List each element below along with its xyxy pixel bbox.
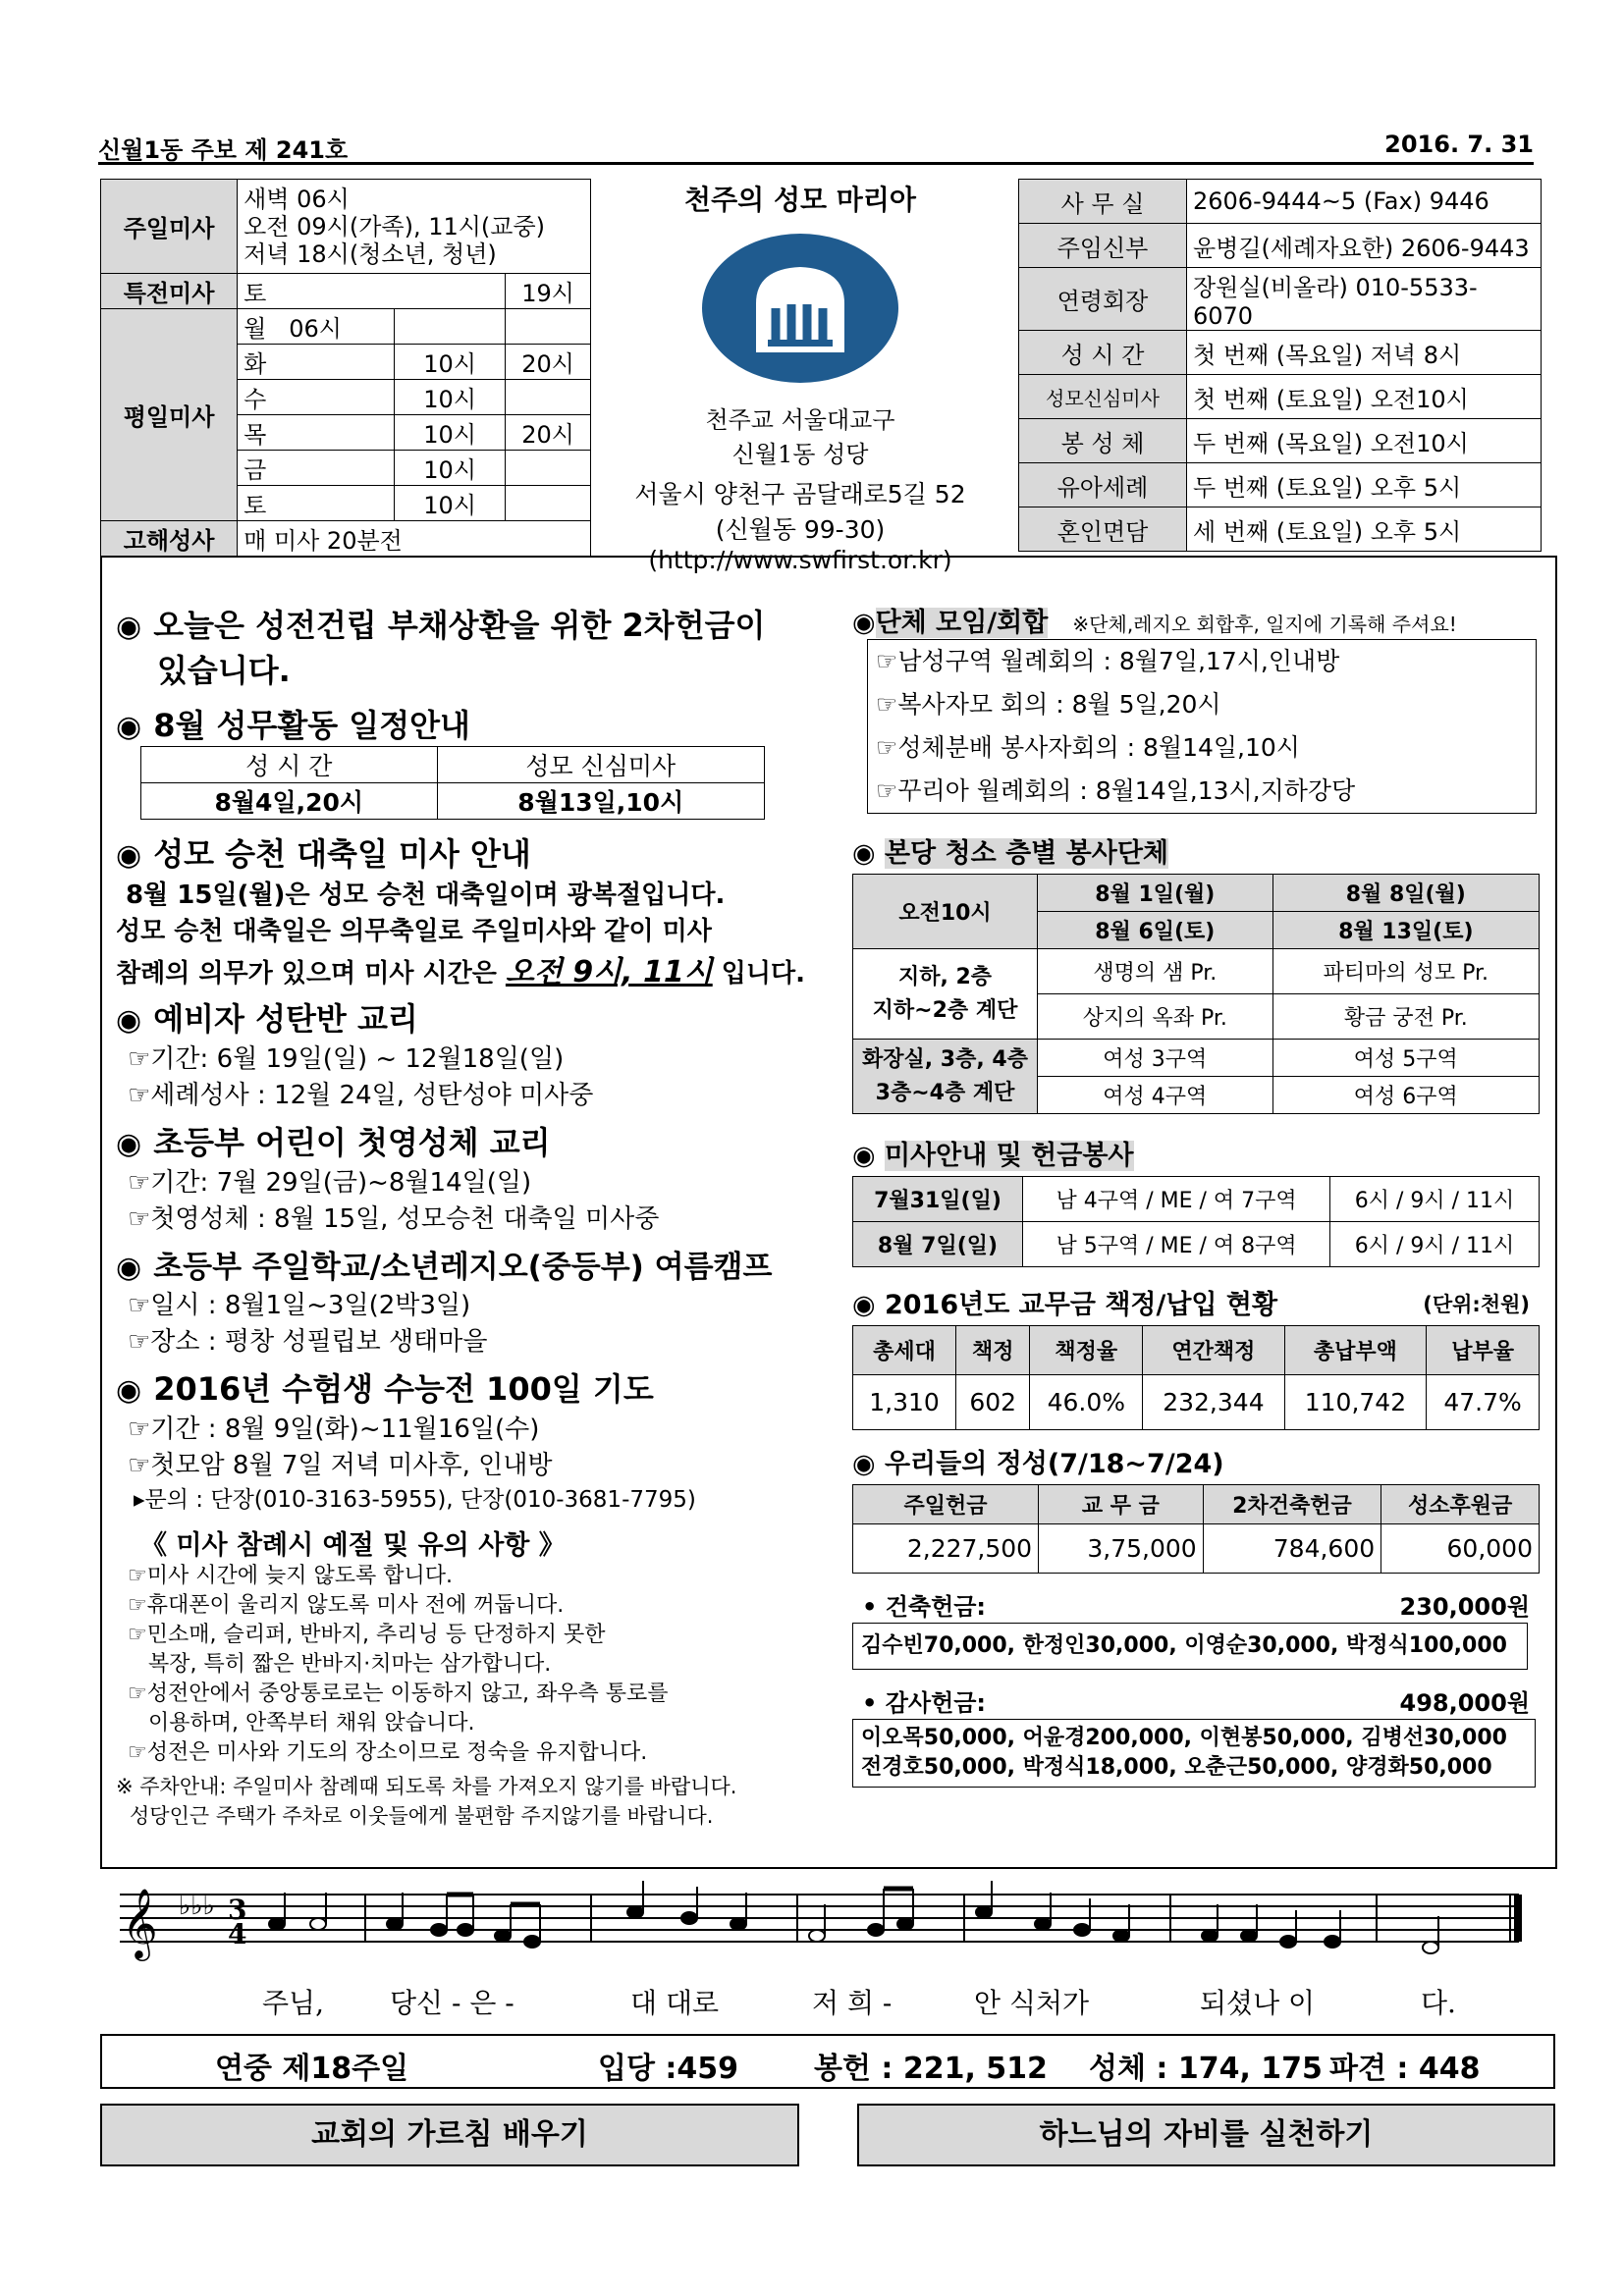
- communion-hymn: 성체 : 174, 175: [1089, 2052, 1323, 2086]
- bulletin-header: [98, 131, 1534, 165]
- info-line: ☞첫모암 8월 7일 저녁 미사후, 인내방: [128, 1451, 553, 1480]
- music-staff-icon: [100, 1865, 1553, 1978]
- cleaning-date: 8월 8일(월): [1272, 875, 1539, 912]
- contact-value: 두 번째 (목요일) 오전10시: [1187, 419, 1542, 463]
- section-note: ※단체,레지오 회합후, 일지에 기록해 주셔요!: [1072, 613, 1457, 636]
- cleaning-date: 8월 6일(토): [1038, 912, 1273, 949]
- section-title: 오늘은 성전건립 부채상환을 위한 2차헌금이: [153, 607, 766, 644]
- offertory-hymn: 봉헌 : 221, 512: [814, 2052, 1048, 2086]
- etiquette-item: ☞성전안에서 중앙통로로는 이동하지 않고, 좌우측 통로를: [128, 1682, 669, 1706]
- hymn-staff: [100, 1865, 1553, 2027]
- cleaning-group: 여성 6구역: [1272, 1077, 1539, 1114]
- assumption-line: [116, 947, 805, 990]
- cleaning-group: 여성 4구역: [1038, 1077, 1273, 1114]
- church-address: 서울시 양천구 곰달래로5길 52: [634, 480, 966, 508]
- offering-groups: 남 5구역 / ME / 여 8구역: [1023, 1222, 1330, 1267]
- offering-times: 6시 / 9시 / 11시: [1330, 1177, 1540, 1222]
- dues-value: 47.7%: [1427, 1375, 1540, 1430]
- contact-value: 윤병길(세례자요한) 2606-9443: [1187, 224, 1542, 268]
- section-title: 우리들의 정성(7/18~7/24): [884, 1449, 1224, 1479]
- teaching-box: 교회의 가르침 배우기: [100, 2104, 799, 2166]
- cleaning-group: 여성 5구역: [1272, 1040, 1539, 1077]
- mass-offering-table: [852, 1176, 1540, 1267]
- section-august-schedule: ◉ 8월 성무활동 일정안내: [116, 707, 470, 744]
- text: 입니다.: [712, 959, 805, 988]
- etiquette-item: ☞성전은 미사와 기도의 장소이므로 정숙을 유지합니다.: [128, 1740, 648, 1765]
- dues-table: [852, 1325, 1540, 1430]
- weekday: 월: [244, 315, 267, 343]
- lyric: 저 희 -: [812, 1987, 893, 2019]
- etiquette-item: ☞민소매, 슬리퍼, 반바지, 추리닝 등 단정하지 못한: [128, 1623, 606, 1647]
- section-title: 초등부 주일학교/소년레지오(중등부) 여름캠프: [153, 1250, 773, 1285]
- schedule-value: 8월13일,10시: [437, 783, 764, 820]
- hymn-lyrics: [100, 1982, 1553, 2021]
- section-dues: ◉ 2016년도 교무금 책정/납입 현황 (단위:천원): [852, 1290, 1530, 1320]
- offering-value: 3,75,000: [1039, 1524, 1204, 1574]
- building-fund-row: [852, 1587, 1540, 1619]
- section-meetings: ◉단체 모임/회합 ※단체,레지오 회합후, 일지에 기록해 주셔요!: [852, 608, 1457, 638]
- offering-value: 60,000: [1381, 1524, 1540, 1574]
- text: 참례의 의무가 있으며 미사 시간은: [116, 959, 506, 988]
- thanks-offering-line: 이오목50,000, 어윤경200,000, 이현봉50,000, 김병선30,000: [861, 1726, 1507, 1750]
- weekday-mass-label: 평일미사: [101, 309, 238, 521]
- dues-value: 1,310: [853, 1375, 956, 1430]
- cleaning-group: 생명의 샘 Pr.: [1038, 949, 1273, 994]
- weekday-time: 10시: [395, 345, 506, 380]
- contact-value: 장원실(비올라) 010-5533-6070: [1187, 268, 1542, 331]
- weekday-time: [506, 380, 591, 415]
- dues-header: 책정: [956, 1326, 1030, 1375]
- section-mass-offering: ◉ 미사안내 및 헌금봉사: [852, 1141, 1134, 1171]
- weekday-time: 10시: [395, 451, 506, 486]
- cleaning-time: 오전10시: [853, 875, 1038, 949]
- etiquette-item: ☞휴대폰이 울리지 않도록 미사 전에 꺼둡니다.: [128, 1593, 565, 1618]
- section-title: 8월 성무활동 일정안내: [153, 707, 470, 744]
- section-title: 단체 모임/회합: [875, 608, 1049, 638]
- section-first-communion: ◉ 초등부 어린이 첫영성체 교리: [116, 1124, 551, 1161]
- special-day: 토: [238, 274, 506, 309]
- thanks-offering-label: • 감사헌금:: [862, 1689, 987, 1717]
- contact-value: 첫 번째 (토요일) 오전10시: [1187, 375, 1542, 419]
- schedule-header: 성 시 간: [141, 747, 438, 783]
- cleaning-group: 파티마의 성모 Pr.: [1272, 949, 1539, 994]
- mass-schedule-table: [100, 179, 591, 557]
- cleaning-location: 3층~4층 계단: [875, 1080, 1015, 1105]
- meeting-item: ☞꾸리아 월례회의 : 8월14일,13시,지하강당: [876, 776, 1356, 805]
- building-fund-total: 230,000원: [1399, 1593, 1530, 1621]
- unit-label: (단위:천원): [1423, 1293, 1530, 1316]
- svg-text:𝄞: 𝄞: [122, 1887, 158, 1958]
- august-schedule-table: [140, 746, 765, 820]
- section-summer-camp: ◉ 초등부 주일학교/소년레지오(중등부) 여름캠프: [116, 1250, 773, 1285]
- section-assumption: ◉ 성모 승천 대축일 미사 안내: [116, 835, 531, 873]
- offering-value: 784,600: [1203, 1524, 1380, 1574]
- schedule-value: 8월4일,20시: [141, 783, 438, 820]
- cleaning-location: 화장실, 3층, 4층: [862, 1046, 1028, 1072]
- etiquette-item: ☞미사 시간에 늦지 않도록 합니다.: [128, 1564, 453, 1588]
- weekday-time: 10시: [395, 415, 506, 451]
- logo-text: 신월1동 성당: [731, 441, 869, 468]
- cleaning-location: 지하, 2층: [897, 964, 993, 989]
- dues-header: 책정율: [1030, 1326, 1143, 1375]
- section-2nd-collection: ◉ 오늘은 성전건립 부채상환을 위한 2차헌금이: [116, 607, 766, 644]
- right-column: [852, 601, 1540, 1788]
- assumption-line: 성모 승천 대축일은 의무축일로 주일미사와 같이 미사: [116, 917, 712, 946]
- dues-header: 납부율: [1427, 1326, 1540, 1375]
- cleaning-group: 상지의 옥좌 Pr.: [1038, 994, 1273, 1040]
- weekday: 금: [238, 451, 395, 486]
- offering-value: 2,227,500: [853, 1524, 1039, 1574]
- info-line: ☞첫영성체 : 8월 15일, 성모승천 대축일 미사중: [128, 1204, 660, 1234]
- cleaning-date: 8월 1일(월): [1038, 875, 1273, 912]
- section-title: 성모 승천 대축일 미사 안내: [153, 835, 531, 873]
- offering-date: 7월31일(일): [853, 1177, 1023, 1222]
- bulletin-issue: 신월1동 주보 제 241호: [98, 136, 349, 164]
- weekday-time: 10시: [395, 380, 506, 415]
- info-line: ▸문의 : 단장(010-3163-5955), 단장(010-3681-7795): [134, 1487, 696, 1513]
- section-title: 본당 청소 층별 봉사단체: [884, 838, 1168, 869]
- bulletin-date: 2016. 7. 31: [1384, 131, 1534, 158]
- contact-value: 2606-9444~5 (Fax) 9446: [1187, 180, 1542, 224]
- cleaning-group: 황금 궁전 Pr.: [1272, 994, 1539, 1040]
- church-title: 천주의 성모 마리아: [684, 184, 916, 216]
- thanks-offering-total: 498,000원: [1399, 1689, 1530, 1717]
- svg-text:♭♭♭: ♭♭♭: [179, 1892, 215, 1921]
- info-line: ☞기간: 7월 29일(금)~8월14일(일): [128, 1168, 532, 1198]
- confession-value: 매 미사 20분전: [238, 521, 591, 557]
- offering-times: 6시 / 9시 / 11시: [1330, 1222, 1540, 1267]
- special-time: 19시: [506, 274, 591, 309]
- thanks-offering-row: [852, 1683, 1540, 1715]
- info-line: ☞장소 : 평창 성필립보 생태마을: [128, 1327, 488, 1357]
- sunday-time: 오전 09시(가족), 11시(교중): [244, 212, 546, 240]
- contact-value: 두 번째 (토요일) 오후 5시: [1187, 463, 1542, 507]
- offering-header: 2차건축헌금: [1203, 1485, 1380, 1524]
- church-block: [604, 179, 997, 574]
- entrance-hymn: 입당 :459: [598, 2052, 739, 2086]
- section-title: 초등부 어린이 첫영성체 교리: [153, 1124, 551, 1161]
- contact-label: 성 시 간: [1019, 331, 1187, 375]
- assumption-line: 8월 15일(월)은 성모 승천 대축일이며 광복절입니다.: [126, 881, 726, 910]
- sunday-mass-label: 주일미사: [101, 180, 238, 274]
- weekday-time: 20시: [506, 415, 591, 451]
- time-sig-top: 3: [228, 1894, 247, 1926]
- section-title: 2016년도 교무금 책정/납입 현황: [884, 1290, 1278, 1320]
- offering-header: 성소후원금: [1381, 1485, 1540, 1524]
- meeting-item: ☞남성구역 월례회의 : 8월7일,17시,인내방: [876, 647, 1340, 675]
- etiquette-list: [128, 1562, 793, 1768]
- special-mass-label: 특전미사: [101, 274, 238, 309]
- mercy-box: 하느님의 자비를 실천하기: [857, 2104, 1555, 2166]
- logo-text: 천주교 서울대교구: [705, 406, 895, 434]
- contact-label: 유아세례: [1019, 463, 1187, 507]
- schedule-header: 성모 신심미사: [437, 747, 764, 783]
- contact-value: 세 번째 (토요일) 오후 5시: [1187, 507, 1542, 552]
- info-line: ☞일시 : 8월1일~3일(2박3일): [128, 1291, 471, 1320]
- thanks-offering-line: 전경호50,000, 박정식18,000, 오춘근50,000, 양경화50,000: [861, 1755, 1492, 1780]
- contact-label: 주임신부: [1019, 224, 1187, 268]
- contact-label: 혼인면담: [1019, 507, 1187, 552]
- cleaning-location: 지하~2층 계단: [872, 997, 1018, 1023]
- contact-label: 연령회장: [1019, 268, 1187, 331]
- dues-header: 총세대: [853, 1326, 956, 1375]
- info-line: ☞세례성사 : 12월 24일, 성탄성야 미사중: [128, 1081, 594, 1110]
- time-sig-bottom: 4: [228, 1918, 247, 1950]
- lyric: 되셨나 이: [1200, 1987, 1316, 2019]
- info-line: ☞기간 : 8월 9일(화)~11월16일(수): [128, 1415, 540, 1444]
- weekday: 화: [238, 345, 395, 380]
- confession-label: 고해성사: [101, 521, 238, 557]
- offering-date: 8월 7일(일): [853, 1222, 1023, 1267]
- dues-value: 232,344: [1143, 1375, 1285, 1430]
- weekday: 토: [238, 486, 395, 521]
- lyric: 다.: [1421, 1987, 1456, 2019]
- section-catechumen: ◉ 예비자 성탄반 교리: [116, 1000, 418, 1038]
- offerings-table: [852, 1484, 1540, 1574]
- building-fund-list: 김수빈70,000, 한정인30,000, 이영순30,000, 박정식100,000: [852, 1623, 1528, 1670]
- offering-header: 주일헌금: [853, 1485, 1039, 1524]
- contacts-table: [1018, 179, 1542, 552]
- offering-header: 교 무 금: [1039, 1485, 1204, 1524]
- meeting-item: ☞성체분배 봉사자회의 : 8월14일,10시: [876, 733, 1300, 762]
- info-line: ☞기간: 6월 19일(일) ~ 12월18일(일): [128, 1044, 565, 1074]
- section-cleaning: ◉ 본당 청소 층별 봉사단체: [852, 838, 1168, 869]
- church-address-old: (신월동 99-30): [715, 515, 886, 544]
- thanks-offering-list: [852, 1719, 1536, 1788]
- etiquette-title: 《 미사 참례시 예절 및 유의 사항 》: [140, 1530, 566, 1561]
- section-exam-prayer: ◉ 2016년 수험생 수능전 100일 기도: [116, 1370, 654, 1408]
- weekday-time: [506, 486, 591, 521]
- weekday-time: [506, 309, 591, 345]
- contact-label: 성모신심미사: [1019, 375, 1187, 419]
- weekday-time: [395, 309, 506, 345]
- dues-value: 602: [956, 1375, 1030, 1430]
- meetings-box: [867, 639, 1537, 814]
- section-offerings: ◉ 우리들의 정성(7/18~7/24): [852, 1449, 1224, 1479]
- lyric: 안 식처가: [974, 1987, 1090, 2019]
- section-title-cont: 있습니다.: [157, 652, 291, 689]
- weekday-time: [506, 451, 591, 486]
- parking-note: ※ 주차안내: 주일미사 참례때 되도록 차를 가져오지 않기를 바랍니다.: [116, 1775, 737, 1798]
- dues-header: 연간책정: [1143, 1326, 1285, 1375]
- sunday-time: 저녁 18시(청소년, 청년): [244, 240, 497, 268]
- weekday: 수: [238, 380, 395, 415]
- dismissal-hymn: 파견 : 448: [1329, 2052, 1481, 2086]
- sunday-time: 새벽 06시: [244, 185, 350, 213]
- church-logo-icon: [697, 230, 903, 387]
- left-column: [116, 601, 805, 1831]
- etiquette-item: 이용하며, 안쪽부터 채워 앉습니다.: [128, 1711, 475, 1735]
- building-fund-label: • 건축헌금:: [862, 1593, 987, 1621]
- section-title: 2016년 수험생 수능전 100일 기도: [153, 1370, 654, 1408]
- lyric: 주님,: [262, 1987, 324, 2019]
- weekday-time: 10시: [395, 486, 506, 521]
- cleaning-group: 여성 3구역: [1038, 1040, 1273, 1077]
- dues-value: 46.0%: [1030, 1375, 1143, 1430]
- dues-header: 총납부액: [1284, 1326, 1427, 1375]
- weekday-time: 06시: [289, 315, 342, 343]
- lyric: 대 대로: [630, 1987, 720, 2019]
- meeting-item: ☞복사자모 회의 : 8월 5일,20시: [876, 690, 1221, 719]
- cleaning-date: 8월 13일(토): [1272, 912, 1539, 949]
- offering-groups: 남 4구역 / ME / 여 7구역: [1023, 1177, 1330, 1222]
- weekday-time: 20시: [506, 345, 591, 380]
- contact-label: 사 무 실: [1019, 180, 1187, 224]
- church-url[interactable]: (http://www.swfirst.or.kr): [648, 546, 952, 574]
- parking-note: 성당인근 주택가 주차로 이웃들에게 불편함 주지않기를 바랍니다.: [130, 1804, 714, 1828]
- mass-times-highlight: 오전 9시, 11시: [505, 955, 713, 989]
- contact-label: 봉 성 체: [1019, 419, 1187, 463]
- liturgy-bar: [100, 2034, 1555, 2089]
- liturgical-week: 연중 제18주일: [215, 2052, 409, 2086]
- lyric: 당신 - 은 -: [390, 1987, 514, 2019]
- etiquette-item: 복장, 특히 짧은 반바지·치마는 삼가합니다.: [128, 1652, 552, 1677]
- section-title: 미사안내 및 헌금봉사: [884, 1141, 1134, 1171]
- cleaning-table: [852, 874, 1540, 1114]
- weekday: 목: [238, 415, 395, 451]
- contact-value: 첫 번째 (목요일) 저녁 8시: [1187, 331, 1542, 375]
- section-title: 예비자 성탄반 교리: [153, 1000, 418, 1038]
- dues-value: 110,742: [1284, 1375, 1427, 1430]
